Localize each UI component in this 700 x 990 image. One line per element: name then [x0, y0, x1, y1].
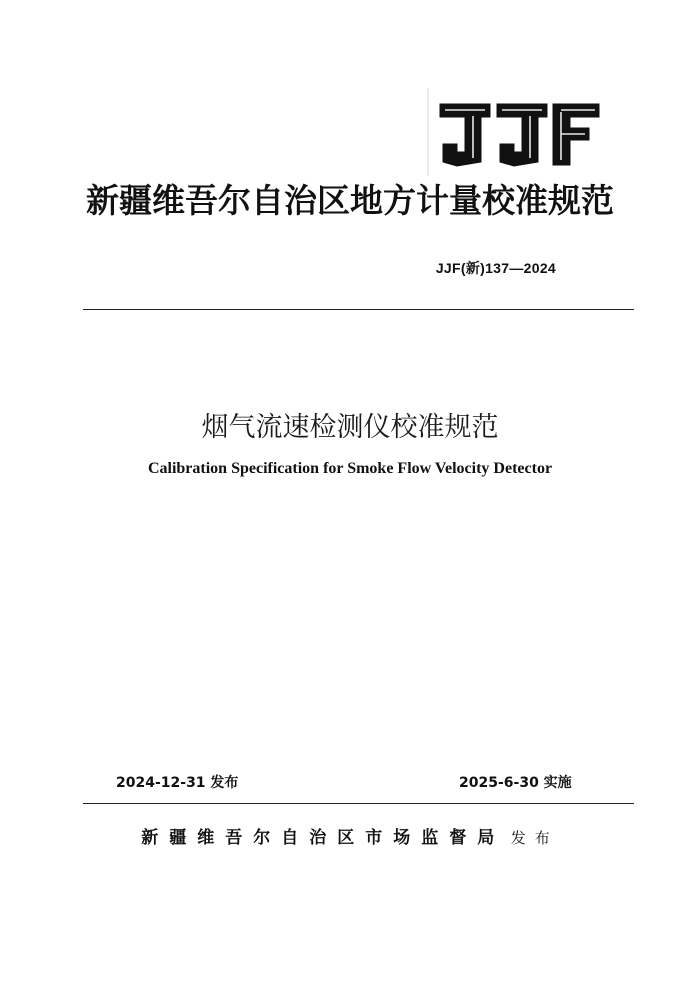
standard-code: JJF(新)137—2024 — [435, 260, 556, 276]
document-title: 烟气流速检测仪校准规范 — [201, 412, 499, 443]
top-divider — [83, 309, 634, 310]
issue-date: 2024-12-31 发布 — [116, 775, 239, 791]
bottom-divider — [83, 803, 634, 804]
issuer-action: 发布 — [510, 829, 559, 847]
jjf-logo — [427, 88, 609, 176]
org-title: 新疆维吾尔自治区地方计量校准规范 — [86, 181, 614, 220]
issuer-organization: 新疆维吾尔自治区市场监督局 — [141, 828, 506, 848]
implementation-date: 2025-6-30 实施 — [459, 775, 572, 791]
issuer-line — [0, 823, 700, 848]
document-subtitle-en: Calibration Specification for Smoke Flow Velocity Detector — [147, 460, 553, 477]
